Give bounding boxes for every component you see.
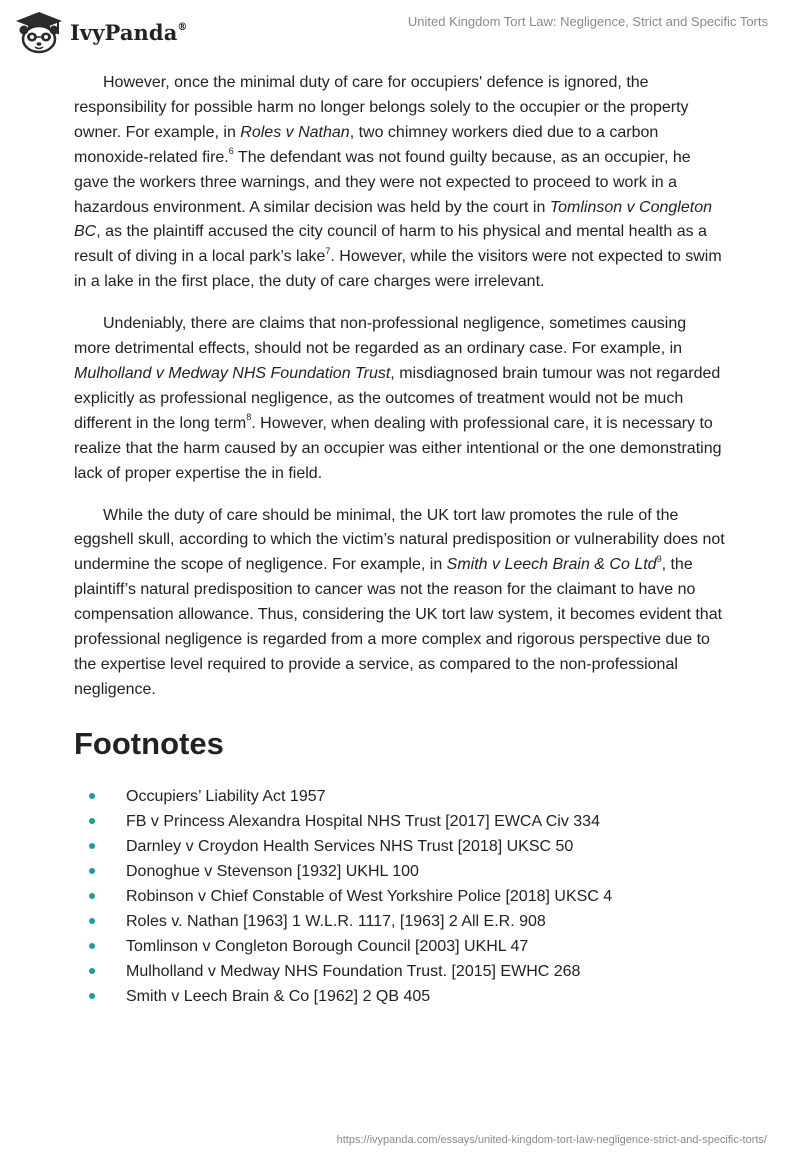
registered-mark: ® (177, 21, 188, 33)
bullet-icon (89, 893, 95, 899)
footnote-item: Darnley v Croydon Health Services NHS Trust [2018] UKSC 50 (74, 834, 726, 859)
paragraph-2: Undeniably, there are claims that non-professional negligence, sometimes causing more detrimental effects, should not be regarded as an ordinary case. For example, in Mulholland v Medway NHS Foundation Trust, misdiagnosed brain tumour was not regarded explicitly as professional negligence, as the outcomes of treatment would not be much different in the long term$^8$. However, when dealing with professional care, it is necessary to realize that the harm caused by an occupier was either intentional or the one demonstrating lack of proper expertise the in field. (74, 315, 722, 482)
footnote-item: Mulholland v Medway NHS Foundation Trust. [2015] EWHC 268 (74, 959, 726, 984)
brand-name (70, 20, 188, 45)
footnote-item: Tomlinson v Congleton Borough Council [2003] UKHL 47 (74, 934, 726, 959)
bullet-icon (89, 843, 95, 849)
footnote-ref-9[interactable]: 9 (656, 553, 662, 564)
bullet-icon (89, 993, 95, 999)
footnote-item: Occupiers’ Liability Act 1957 (74, 784, 726, 809)
case-mulholland-v-medway: Mulholland v Medway NHS Foundation Trust (74, 364, 391, 382)
case-roles-v-nathan: Roles v Nathan (240, 123, 350, 141)
bullet-icon (89, 918, 95, 924)
brand-text: IvyPanda (70, 19, 178, 45)
footnotes-heading: Footnotes (74, 725, 224, 761)
footnote-ref-6[interactable]: 6 (228, 146, 234, 157)
paragraph-1: However, once the minimal duty of care for occupiers' defence is ignored, the responsibility for possible harm no longer belongs solely to the occupier or the property owner. For example, in Roles v Nathan, two chimney workers died due to a carbon monoxide-related fire.$^6$ The defendant was not found guilty because, as an occupier, he gave the workers three warnings, and they were not expected to proceed to work in a hazardous environment. A similar decision was held by the court in Tomlinson v Congleton BC, as the plaintiff accused the city council of harm to his physical and mental health as a result of diving in a local park’s lake$^7$. However, while the visitors were not expected to swim in a lake in the first place, the duty of care charges were irrelevant. (74, 74, 722, 291)
footnote-ref-8[interactable]: 8 (246, 412, 252, 423)
footnote-item: Donoghue v Stevenson [1932] UKHL 100 (74, 859, 726, 884)
footnote-ref-7[interactable]: 7 (325, 246, 331, 257)
case-smith-v-leech-brain: Smith v Leech Brain & Co Ltd (446, 556, 657, 574)
footnotes-list (74, 784, 726, 1009)
document-title: United Kingdom Tort Law: Negligence, Strict and Specific Torts (407, 14, 768, 29)
panda-graduate-icon (14, 10, 64, 54)
bullet-icon (89, 943, 95, 949)
footnote-item: Robinson v Chief Constable of West Yorkshire Police [2018] UKSC 4 (74, 884, 726, 909)
footnote-item: Roles v. Nathan [1963] 1 W.L.R. 1117, [1963] 2 All E.R. 908 (74, 909, 726, 934)
footnote-item: FB v Princess Alexandra Hospital NHS Trust [2017] EWCA Civ 334 (74, 809, 726, 834)
page-header (0, 0, 800, 70)
source-url[interactable]: https://ivypanda.com/essays/united-kingdom-tort-law-negligence-strict-and-specific-torts/ (336, 1134, 767, 1146)
essay-body (74, 71, 726, 1009)
brand-logo[interactable] (14, 10, 188, 54)
paragraph-3: While the duty of care should be minimal, the UK tort law promotes the rule of the eggshell skull, according to which the victim’s natural predisposition or vulnerability does not undermine the scope of negligence. For example, in Smith v Leech Brain & Co Ltd$^9$, the plaintiff’s natural predisposition to cancer was not the reason for the claimant to have no compensation allowance. Thus, considering the UK tort law system, it becomes evident that professional negligence is regarded from a more complex and rigorous perspective due to the expertise level required to provide a service, as compared to the non-professional negligence. (74, 506, 725, 698)
bullet-icon (89, 818, 95, 824)
case-tomlinson-v-congleton: Tomlinson v Congleton BC (74, 198, 712, 241)
bullet-icon (89, 793, 95, 799)
bullet-icon (89, 868, 95, 874)
footnote-item: Smith v Leech Brain & Co [1962] 2 QB 405 (74, 984, 726, 1009)
bullet-icon (89, 968, 95, 974)
